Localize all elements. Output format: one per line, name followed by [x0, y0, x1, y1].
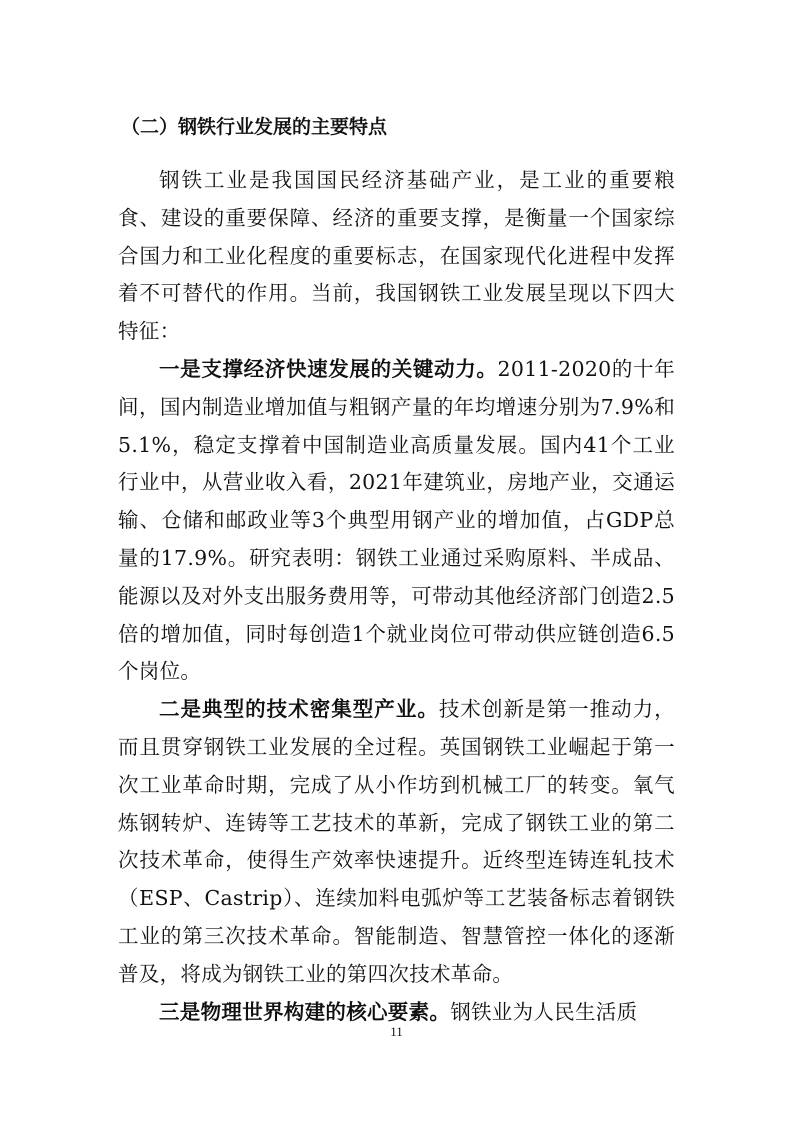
paragraph-feature-1 [118, 351, 675, 691]
paragraph-lead: 三是物理世界构建的核心要素。 [159, 999, 451, 1024]
section-heading: （二）钢铁行业发展的主要特点 [121, 116, 388, 138]
paragraph-text: 技术创新是第一推动力，而且贯穿钢铁工业发展的全过程。英国钢铁工业崛起于第一次工业革命时期，完成了从小作坊到机械工厂的转变。氧气炼钢转炉、连铸等工艺技术的革新，完成了钢铁工业的第二次技术革命，使得生产效率快速提升。近终型连铸连轧技术（ESP、Castrip）、连续加料电弧炉等工艺装备标志着钢铁工业的第三次技术革命。智能制造、智慧管控一体化的逐渐普及，将成为钢铁工业的第四次技术革命。 [118, 697, 675, 986]
paragraph-text: 钢铁业为人民生活质 [450, 999, 638, 1024]
paragraph-text: 2011-2020的十年间，国内制造业增加值与粗钢产量的年均增速分别为7.9%和5.1%，稳定支撑着中国制造业高质量发展。国内41个工业行业中，从营业收入看，2021年建筑业，房地产业，交通运输、仓储和邮政业等3个典型用钢产业的增加值，占GDP总量的17.9%。研究表明：钢铁工业通过采购原料、半成品、能源以及对外支出服务费用等，可带动其他经济部门创造2.5倍的增加值，同时每创造1个就业岗位可带动供应链创造6.5个岗位。 [118, 356, 675, 684]
paragraph-intro [118, 162, 675, 351]
paragraph-feature-2 [118, 691, 675, 993]
body-text [118, 162, 675, 1031]
paragraph-text: 钢铁工业是我国国民经济基础产业，是工业的重要粮食、建设的重要保障、经济的重要支撑，是衡量一个国家综合国力和工业化程度的重要标志，在国家现代化进程中发挥着不可替代的作用。当前，我国钢铁工业发展呈现以下四大特征： [118, 168, 675, 344]
paragraph-lead: 一是支撑经济快速发展的关键动力。 [159, 356, 498, 381]
paragraph-lead: 二是典型的技术密集型产业。 [159, 697, 439, 722]
page-number: 11 [390, 1024, 403, 1039]
